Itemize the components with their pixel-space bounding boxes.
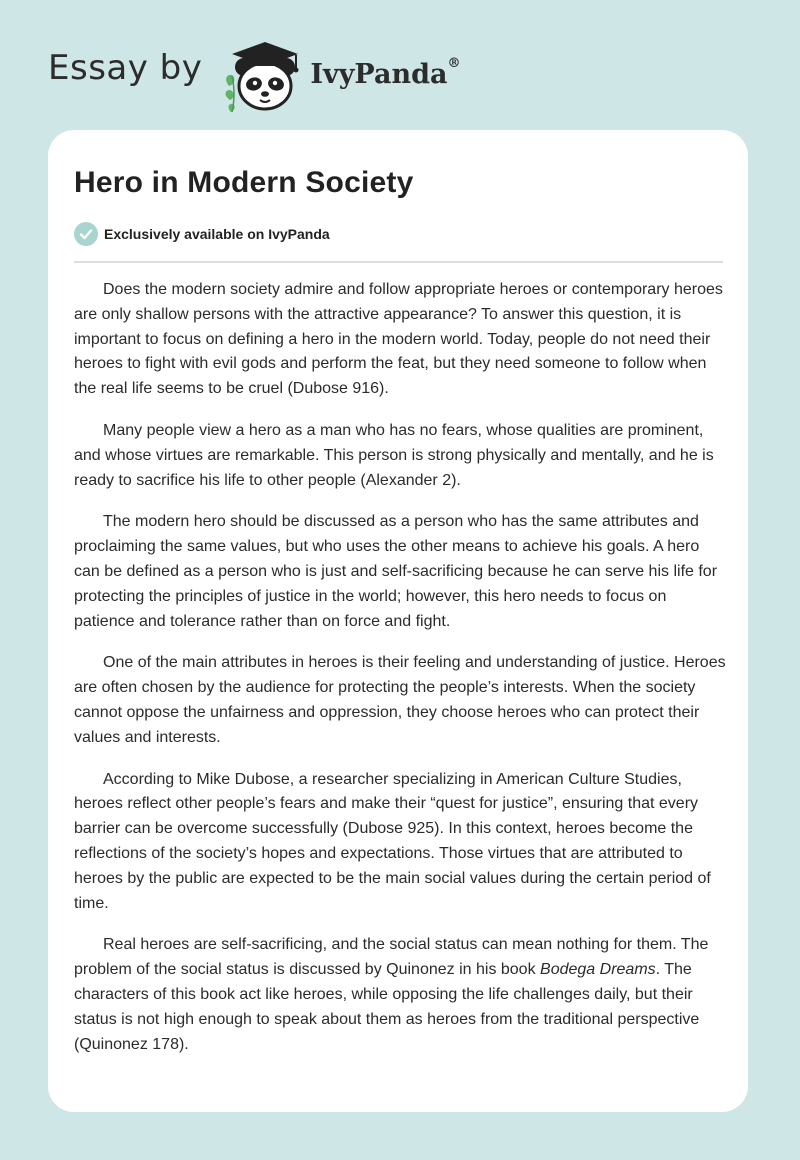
paragraph: The modern hero should be discussed as a person who has the same attributes and proclaiming the same values, but who uses the other means to achieve his goals. A hero can be defined as a person who is just and self-sacrificing because he can serve his life for protecting the principles of justice in the world; however, this hero needs to focus on patience and tolerance rather than on force and fight. xyxy=(74,513,718,630)
exclusive-badge-text: Exclusively available on IvyPanda xyxy=(104,226,330,242)
essay-title: Hero in Modern Society xyxy=(74,166,414,199)
essay-body xyxy=(74,278,726,1074)
brand-prefix: Essay by xyxy=(48,48,203,88)
site-header xyxy=(48,34,460,114)
check-circle-icon xyxy=(74,222,98,246)
book-title: Bodega Dreams xyxy=(540,961,656,979)
divider xyxy=(74,261,723,263)
paragraph: Many people view a hero as a man who has no fears, whose qualities are prominent, and whose virtues are remarkable. This person is strong physically and mentally, and he is ready to sacrifice his life to other people (Alexander 2). xyxy=(74,421,714,489)
paragraph: Does the modern society admire and follow appropriate heroes or contemporary heroes are only shallow persons with the attractive appearance? To answer this question, it is important to focus on defining a hero in the modern world. Today, people do not need their heroes to fight with evil gods and perform the feat, but they need someone to follow when the real life seems to be cruel (Dubose 916). xyxy=(74,281,723,398)
essay-card xyxy=(48,130,748,1112)
paragraph: One of the main attributes in heroes is their feeling and understanding of justice. Heroes are often chosen by the audience for protecting the people’s interests. When the society cannot oppose the unfairness and oppression, they choose heroes who can protect their values and interests. xyxy=(74,654,726,746)
paragraph xyxy=(74,933,726,1057)
brand-name[interactable]: IvyPanda® xyxy=(310,55,461,90)
paragraph-text: . The characters of this book act like heroes, while opposing the life challenges daily, but their status is not high enough to speak about them as heroes from the traditional perspective (Quinonez 178). xyxy=(74,961,700,1053)
paragraph: According to Mike Dubose, a researcher specializing in American Culture Studies, heroes reflect other people’s fears and make their “quest for justice”, ensuring that every barrier can be overcome successfully (Dubose 925). In this context, heroes become the reflections of the society’s hopes and expectations. Those virtues that are attributed to heroes by the public are expected to be the main social values during the certain period of time. xyxy=(74,770,711,912)
panda-graduate-icon[interactable] xyxy=(216,34,308,114)
paragraph-text: Real heroes are self-sacrificing, and the social status can mean nothing for them. The problem of the social status is discussed by Quinonez in his book xyxy=(74,936,709,979)
exclusive-badge xyxy=(74,222,330,246)
